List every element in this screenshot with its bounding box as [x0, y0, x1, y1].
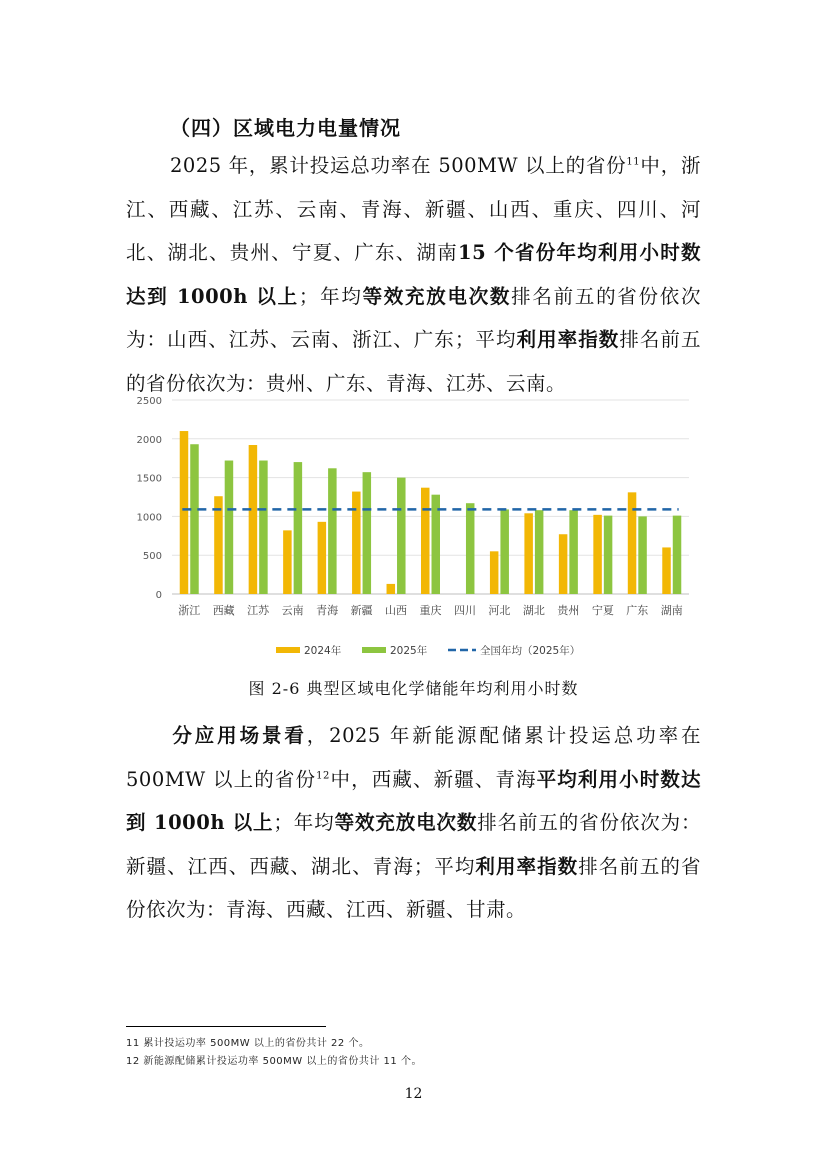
footnote-ref-12[interactable]: 12	[316, 770, 330, 781]
x-tick-label: 广东	[626, 604, 649, 617]
bar-2024-11	[559, 534, 568, 594]
para1-text-4: 排名前五的省份依次为：山西、江苏、云南、浙江、广东；平均	[126, 284, 701, 351]
legend-label-1: 2025年	[390, 645, 428, 657]
bar-2025-8	[466, 503, 475, 594]
bar-2025-11	[569, 510, 578, 594]
y-tick-label: 0	[155, 590, 162, 601]
footnote-ref-11[interactable]: 11	[626, 156, 641, 168]
para2-text-4: 排名前五的省份依次为：新疆、江西、西藏、湖北、青海；平均	[126, 811, 701, 878]
para2-bold-3: 等效充放电次数	[334, 811, 478, 834]
bar-2025-5	[363, 472, 372, 594]
bar-2024-13	[628, 492, 637, 594]
bar-2025-14	[673, 516, 682, 594]
bar-2025-0	[190, 444, 199, 594]
utilization-hours-chart	[126, 390, 701, 665]
x-tick-label: 宁夏	[591, 604, 614, 617]
para1-bold-2: 等效充放电次数	[362, 284, 512, 308]
page-number: 12	[404, 1086, 423, 1102]
bar-2025-6	[397, 478, 406, 594]
bar-2025-9	[500, 509, 509, 594]
y-tick-label: 500	[142, 551, 162, 563]
x-tick-label: 四川	[453, 604, 476, 617]
bar-2025-3	[294, 462, 303, 594]
bar-2025-13	[638, 516, 647, 594]
bar-2024-6	[387, 584, 396, 594]
chart-legend	[276, 644, 580, 657]
bar-2025-1	[225, 461, 234, 594]
para2-text-2: 中，西藏、新疆、青海	[329, 767, 537, 791]
figure-caption: 图 2-6 典型区域电化学储能年均利用小时数	[248, 679, 579, 698]
x-tick-label: 云南	[281, 604, 304, 617]
paragraph-regional-summary	[126, 144, 701, 405]
bar-2024-4	[318, 522, 327, 594]
bar-2024-7	[421, 488, 430, 594]
para2-bold-4: 利用率指数	[475, 854, 579, 878]
bar-2025-4	[328, 468, 337, 594]
y-tick-label: 2000	[136, 434, 162, 446]
bar-2025-12	[604, 516, 613, 594]
bar-2024-14	[662, 547, 671, 594]
x-tick-label: 贵州	[557, 604, 580, 617]
bar-2024-0	[180, 431, 189, 594]
bar-2024-5	[352, 492, 361, 594]
bar-2024-2	[249, 445, 258, 594]
para1-text-3: ；年均	[298, 284, 363, 308]
y-tick-label: 2500	[136, 396, 162, 407]
chart-y-ticks	[137, 396, 162, 601]
footnote-11: 11 累计投运功率 500MW 以上的省份共计 22 个。	[126, 1038, 370, 1049]
x-tick-label: 湖南	[660, 604, 683, 617]
bar-2025-2	[259, 461, 268, 594]
x-tick-label: 重庆	[419, 604, 442, 617]
legend-swatch-0	[276, 647, 300, 653]
para1-bold-3: 利用率指数	[516, 328, 620, 351]
x-tick-label: 浙江	[178, 604, 201, 617]
x-tick-label: 青海	[316, 604, 339, 617]
para1-text-5: 排名前五的省份依次为：贵州、广东、青海、江苏、云南。	[126, 328, 701, 395]
y-tick-label: 1000	[136, 512, 162, 524]
para1-text-2: 中，浙江、西藏、江苏、云南、青海、新疆、山西、重庆、四川、河北、湖北、贵州、宁夏、广东、湖南	[126, 154, 701, 264]
legend-label-0: 2024年	[304, 645, 342, 657]
bar-2024-9	[490, 551, 499, 594]
bar-2024-3	[283, 530, 292, 594]
para2-text-5: 排名前五的省份依次为：青海、西藏、江西、新疆、甘肃。	[126, 854, 701, 921]
paragraph-application-scenario	[126, 714, 701, 932]
section-heading: （四）区域电力电量情况	[170, 116, 401, 140]
footnote-divider	[126, 1026, 326, 1027]
bar-2024-12	[593, 515, 602, 594]
x-tick-label: 西藏	[212, 604, 235, 617]
bar-2024-10	[524, 513, 533, 594]
x-tick-label: 湖北	[522, 604, 545, 617]
chart-x-ticks	[178, 603, 683, 617]
bar-2024-1	[214, 496, 223, 594]
chart-bars	[180, 431, 682, 594]
footnote-12: 12 新能源配储累计投运功率 500MW 以上的省份共计 11 个。	[126, 1056, 422, 1067]
para1-bold-1: 15 个省份年均利用小时数达到 1000h 以上	[126, 241, 701, 308]
para2-text-1: ，2025 年新能源配储累计投运总功率在 500MW 以上的省份	[126, 724, 701, 791]
legend-swatch-1	[362, 647, 386, 653]
para2-bold-1: 分应用场景看	[170, 724, 307, 747]
legend-label-2: 全国年均（2025年）	[480, 645, 581, 657]
para2-bold-2: 平均利用小时数达到 1000h 以上	[126, 767, 701, 834]
bar-2025-10	[535, 510, 544, 594]
x-tick-label: 新疆	[350, 604, 373, 617]
para1-text-1: 2025 年，累计投运总功率在 500MW 以上的省份	[170, 154, 627, 177]
para2-text-3: ；年均	[273, 811, 335, 834]
x-tick-label: 江苏	[247, 604, 270, 617]
y-tick-label: 1500	[136, 473, 162, 485]
x-tick-label: 山西	[385, 604, 408, 617]
x-tick-label: 河北	[488, 604, 511, 617]
